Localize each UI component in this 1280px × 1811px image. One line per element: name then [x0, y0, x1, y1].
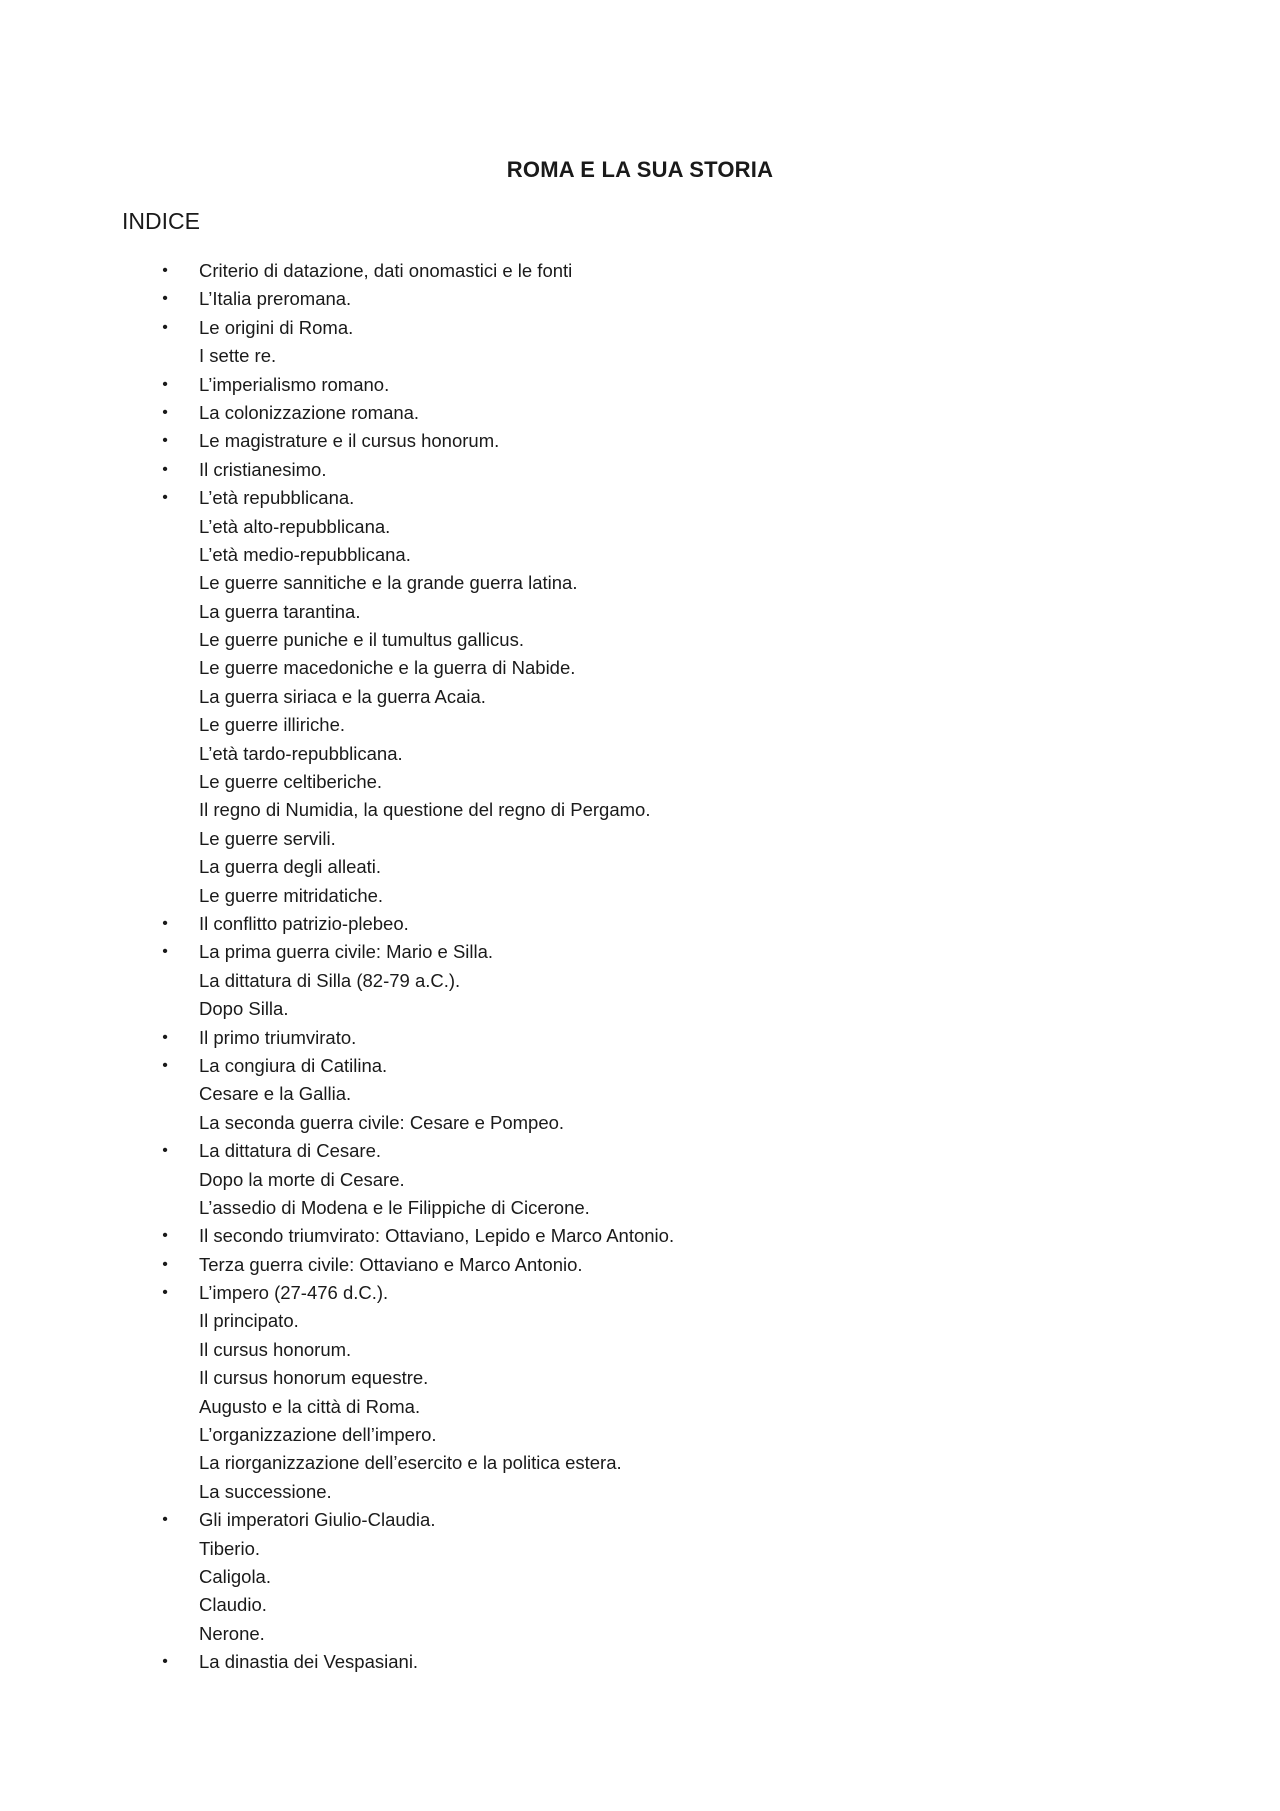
bullet-icon: •: [162, 1142, 168, 1160]
toc-line: [0, 1109, 674, 1137]
toc-line-text: L’organizzazione dell’impero.: [199, 1424, 437, 1446]
toc-line-text: La successione.: [199, 1480, 332, 1502]
toc-line-text: Augusto e la città di Roma.: [199, 1395, 421, 1417]
bullet-icon: •: [162, 943, 168, 961]
toc-line-text: Criterio di datazione, dati onomastici e le fonti: [199, 260, 573, 281]
toc-line: [0, 683, 674, 711]
toc-line: [0, 541, 674, 569]
toc-line-text: Il cristianesimo.: [199, 458, 327, 480]
toc-line: [0, 654, 674, 682]
bullet-icon: •: [162, 290, 168, 308]
toc-line-text: Il conflitto patrizio-plebeo.: [199, 912, 409, 934]
toc-line: [0, 825, 674, 853]
toc-line: [0, 910, 674, 938]
toc-line: [0, 1222, 674, 1250]
toc-line: [0, 1166, 674, 1194]
toc-line-text: L’Italia preromana.: [199, 288, 352, 310]
bullet-icon: •: [162, 262, 168, 279]
toc-line: [0, 427, 674, 455]
toc-line-text: La guerra degli alleati.: [199, 856, 382, 878]
toc-line: [0, 285, 674, 313]
bullet-icon: •: [162, 914, 168, 932]
toc-line: [0, 1591, 674, 1619]
toc-line: [0, 711, 674, 739]
bullet-icon: •: [162, 489, 168, 507]
toc-line-text: Il regno di Numidia, la questione del regno di Pergamo.: [199, 799, 651, 821]
toc-line-text: L’impero (27-476 d.C.).: [199, 1282, 389, 1304]
toc-line-text: Gli imperatori Giulio-Claudia.: [199, 1509, 436, 1531]
toc-line-text: Claudio.: [199, 1594, 267, 1616]
toc-line-text: Dopo Silla.: [199, 998, 289, 1020]
toc-line: [0, 598, 674, 626]
toc-line: [0, 967, 674, 995]
bullet-icon: •: [162, 1227, 168, 1245]
bullet-icon: •: [162, 375, 168, 393]
toc-line: [0, 314, 674, 342]
toc-line: [0, 740, 674, 768]
toc-line: [0, 1080, 674, 1108]
bullet-icon: •: [162, 1056, 168, 1074]
toc-line: [0, 257, 674, 285]
toc-line: [0, 1024, 674, 1052]
toc-line: [0, 1535, 674, 1563]
toc-line-text: La seconda guerra civile: Cesare e Pompeo.: [199, 1111, 565, 1133]
toc-line-text: La dinastia dei Vespasiani.: [199, 1651, 419, 1673]
toc-line: [0, 796, 674, 824]
toc-line-text: Il cursus honorum.: [199, 1338, 352, 1360]
toc-line: [0, 626, 674, 654]
toc-line: [0, 768, 674, 796]
bullet-icon: •: [162, 403, 168, 421]
toc-line-text: La dittatura di Silla (82-79 a.C.).: [199, 969, 461, 991]
toc-line: [0, 1421, 674, 1449]
toc-line-text: Le guerre servili.: [199, 827, 336, 849]
toc-line-text: La guerra tarantina.: [199, 600, 361, 622]
table-of-contents: [0, 257, 674, 1677]
toc-line-text: La guerra siriaca e la guerra Acaia.: [199, 685, 486, 707]
toc-line: [0, 569, 674, 597]
toc-line: [0, 1279, 674, 1307]
toc-line: [0, 1137, 674, 1165]
toc-line-text: Nerone.: [199, 1622, 265, 1644]
toc-line: [0, 995, 674, 1023]
toc-line-text: Caligola.: [199, 1565, 271, 1587]
toc-line-text: L’età alto-repubblicana.: [199, 515, 391, 537]
bullet-icon: •: [162, 432, 168, 450]
toc-line: [0, 484, 674, 512]
toc-line-text: La congiura di Catilina.: [199, 1054, 388, 1076]
bullet-icon: •: [162, 1028, 168, 1046]
toc-line: [0, 938, 674, 966]
toc-line-text: Le origini di Roma.: [199, 316, 354, 338]
toc-line-text: Le guerre sannitiche e la grande guerra latina.: [199, 572, 578, 594]
toc-line: [0, 456, 674, 484]
bullet-icon: •: [162, 1255, 168, 1273]
toc-line-text: Il cursus honorum equestre.: [199, 1367, 429, 1389]
bullet-icon: •: [162, 1653, 168, 1671]
toc-line-text: Le magistrature e il cursus honorum.: [199, 430, 500, 452]
toc-line: [0, 1336, 674, 1364]
index-heading: INDICE: [122, 208, 200, 234]
toc-line-text: I sette re.: [199, 345, 277, 367]
toc-line-text: Il secondo triumvirato: Ottaviano, Lepido e Marco Antonio.: [199, 1225, 675, 1247]
toc-line: [0, 1449, 674, 1477]
toc-line: [0, 1194, 674, 1222]
toc-line-text: L’imperialismo romano.: [199, 373, 390, 395]
toc-line-text: La dittatura di Cesare.: [199, 1140, 382, 1162]
toc-line: [0, 882, 674, 910]
toc-line-text: Il principato.: [199, 1310, 299, 1332]
toc-line: [0, 1307, 674, 1335]
toc-line: [0, 1620, 674, 1648]
bullet-icon: •: [162, 1511, 168, 1529]
toc-line: [0, 1251, 674, 1279]
toc-line-text: Il primo triumvirato.: [199, 1026, 357, 1048]
toc-line: [0, 1393, 674, 1421]
toc-line-text: Le guerre macedoniche e la guerra di Nabide.: [199, 657, 576, 679]
toc-line-text: L’età repubblicana.: [199, 487, 355, 509]
toc-line: [0, 853, 674, 881]
toc-line-text: La colonizzazione romana.: [199, 401, 420, 423]
bullet-icon: •: [162, 318, 168, 336]
toc-line: [0, 1478, 674, 1506]
toc-line-text: Tiberio.: [199, 1537, 261, 1559]
toc-line: [0, 342, 674, 370]
toc-line: [0, 1364, 674, 1392]
toc-line-text: Le guerre puniche e il tumultus gallicus.: [199, 629, 524, 651]
toc-line-text: L’età medio-repubblicana.: [199, 543, 411, 565]
bullet-icon: •: [162, 1284, 168, 1302]
toc-line: [0, 371, 674, 399]
toc-line-text: La prima guerra civile: Mario e Silla.: [199, 941, 494, 963]
toc-line-text: Cesare e la Gallia.: [199, 1083, 352, 1105]
document-title: ROMA E LA SUA STORIA: [506, 157, 774, 182]
toc-line-text: La riorganizzazione dell’esercito e la politica estera.: [199, 1452, 622, 1474]
toc-line-text: Dopo la morte di Cesare.: [199, 1168, 405, 1190]
toc-line-text: L’età tardo-repubblicana.: [199, 742, 403, 764]
toc-line: [0, 1052, 674, 1080]
toc-line: [0, 399, 674, 427]
toc-line-text: L’assedio di Modena e le Filippiche di Cicerone.: [199, 1196, 590, 1218]
toc-line-text: Le guerre illiriche.: [199, 714, 346, 736]
toc-line: [0, 1563, 674, 1591]
toc-line-text: Terza guerra civile: Ottaviano e Marco Antonio.: [199, 1253, 583, 1275]
toc-line: [0, 1648, 674, 1676]
bullet-icon: •: [162, 460, 168, 478]
toc-line: [0, 513, 674, 541]
toc-line: [0, 1506, 674, 1534]
toc-line-text: Le guerre mitridatiche.: [199, 884, 384, 906]
toc-line-text: Le guerre celtiberiche.: [199, 771, 383, 793]
